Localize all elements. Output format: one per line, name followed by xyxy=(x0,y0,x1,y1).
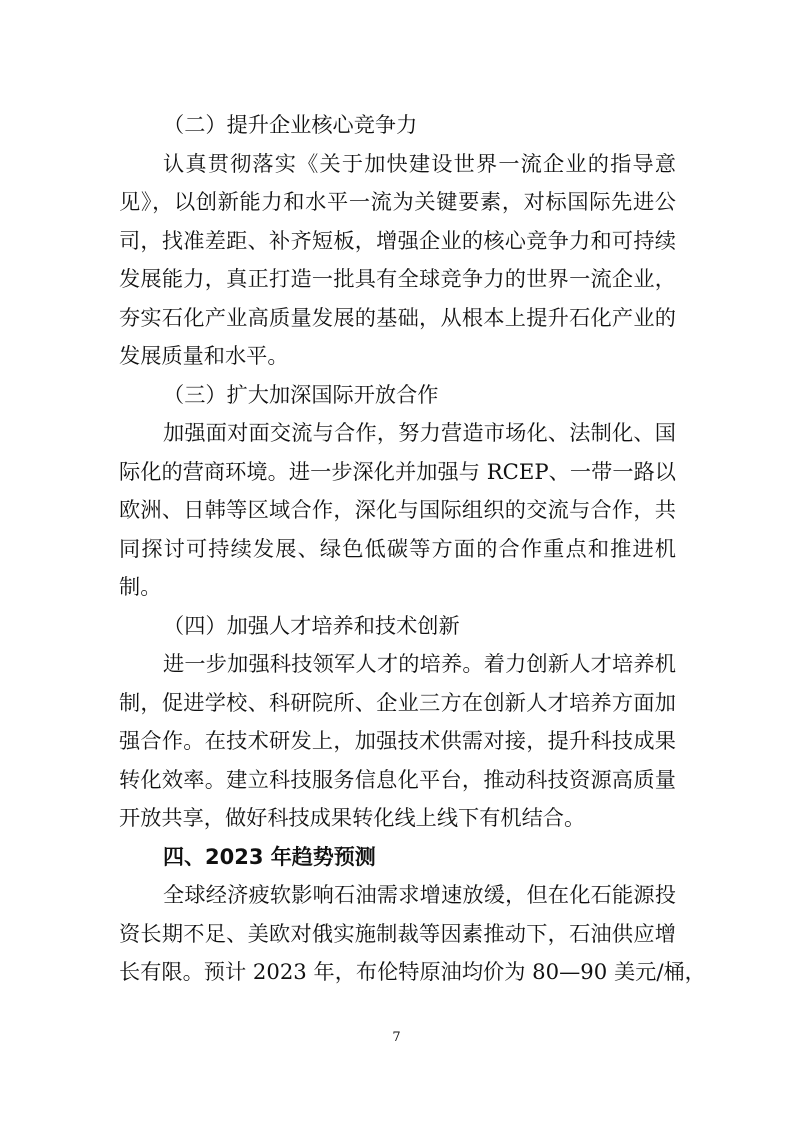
text-line: 认真贯彻落实《关于加快建设世界一流企业的指导意 xyxy=(163,150,676,176)
text-line: 转化效率。建立科技服务信息化平台，推动科技资源高质量 xyxy=(119,766,676,792)
text-line: 发展质量和水平。 xyxy=(119,343,289,368)
text-line: 司，找准差距、补齐短板，增强企业的核心竞争力和可持续 xyxy=(119,227,676,253)
text-line: （四）加强人才培养和技术创新 xyxy=(163,612,460,638)
subsection-heading xyxy=(119,376,676,415)
paragraph xyxy=(119,876,706,992)
text-line: 际化的营商环境。进一步深化并加强与 RCEP、一带一路以 xyxy=(119,458,676,484)
text-line: 制。 xyxy=(119,574,162,599)
text-line: （二）提升企业核心竞争力 xyxy=(163,112,418,137)
text-line: 全球经济疲软影响石油需求增速放缓，但在化石能源投 xyxy=(163,882,676,907)
text-line: 资长期不足、美欧对俄实施制裁等因素推动下，石油供应增 xyxy=(119,920,676,946)
text-line: 见》，以创新能力和水平一流为关键要素，对标国际先进公 xyxy=(119,189,676,214)
text-line: 同探讨可持续发展、绿色低碳等方面的合作重点和推进机 xyxy=(119,535,676,561)
text-line: （三）扩大加深国际开放合作 xyxy=(163,381,439,407)
text-line: 夯实石化产业高质量发展的基础，从根本上提升石化产业的 xyxy=(119,304,676,330)
text-line: 开放共享，做好科技成果转化线上线下有机结合。 xyxy=(119,805,586,830)
paragraph xyxy=(119,414,676,607)
text-line: 进一步加强科技领军人才的培养。着力创新人才培养机 xyxy=(163,651,676,676)
subsection-heading xyxy=(119,106,676,145)
subsection-heading xyxy=(119,607,676,646)
paragraph xyxy=(119,145,676,376)
paragraph xyxy=(119,645,676,838)
text-line: 欧洲、日韩等区域合作，深化与国际组织的交流与合作，共 xyxy=(119,497,676,522)
text-line: 发展能力，真正打造一批具有全球竞争力的世界一流企业， xyxy=(119,266,676,291)
text-line: 长有限。预计 2023 年，布伦特原油均价为 80—90 美元/桶， xyxy=(119,959,706,984)
document-body xyxy=(119,106,706,992)
section-heading xyxy=(119,838,676,877)
page-number: 7 xyxy=(392,1030,401,1045)
text-line: 制，促进学校、科研院所、企业三方在创新人才培养方面加 xyxy=(119,689,676,715)
text-line: 四、2023 年趋势预测 xyxy=(163,844,376,869)
text-line: 强合作。在技术研发上，加强技术供需对接，提升科技成果 xyxy=(119,728,676,753)
text-line: 加强面对面交流与合作，努力营造市场化、法制化、国 xyxy=(163,420,676,445)
